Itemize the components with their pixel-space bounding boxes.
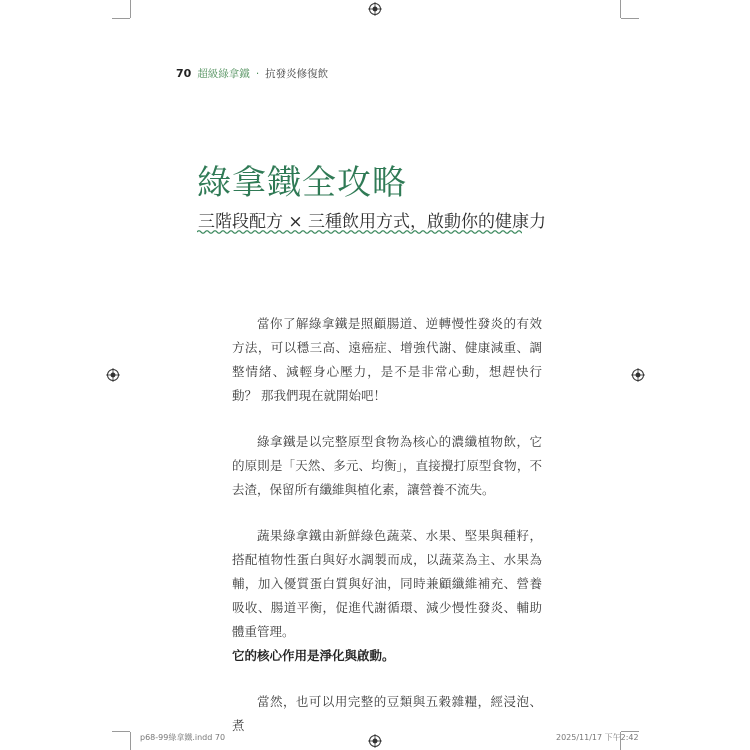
paragraph-text: 蔬果綠拿鐵由新鮮綠色蔬菜、水果、堅果與種籽，搭配植物性蛋白與好水調製而成，以蔬菜為主、水果為輔，加入優質蛋白質與好油，同時兼顧纖維補充、營養吸收、腸道平衡，促進代謝循環、減少慢性發炎、輔助體重管理。 [232, 528, 542, 639]
running-header [176, 66, 328, 81]
crop-mark [621, 18, 639, 19]
header-separator: · [255, 68, 260, 80]
date-slug: 2025/11/17 下午2:42 [556, 733, 639, 742]
crop-mark [112, 731, 130, 732]
paragraph: 當然，也可以用完整的豆類與五穀雜糧，經浸泡、煮 [232, 694, 542, 733]
file-slug: p68-99綠拿鐵.indd 70 [140, 733, 226, 742]
wavy-underline [197, 228, 522, 236]
crop-mark [112, 18, 130, 19]
paragraph: 當你了解綠拿鐵是照顧腸道、逆轉慢性發炎的有效方法，可以穩三高、遠癌症、增強代謝、健康減重、調整情緒、減輕身心壓力，是不是非常心動，想趕快行動？ 那我們現在就開始吧！ [232, 316, 542, 403]
paragraph [232, 524, 542, 668]
book-title: 超級綠拿鐵 [197, 68, 250, 80]
registration-mark-icon [368, 2, 382, 16]
section-subtitle: 三階段配方 × 三種飲用方式，啟動你的健康力 [198, 212, 547, 232]
paragraph [232, 430, 542, 502]
registration-mark-icon [106, 368, 120, 382]
section-title: 綠拿鐵全攻略 [197, 163, 407, 203]
body-text [232, 312, 542, 738]
crop-mark [130, 732, 131, 750]
crop-mark [130, 0, 131, 18]
emphasis-text: 它的核心作用是淨化與啟動。 [232, 648, 395, 663]
crop-mark [620, 0, 621, 18]
paragraph-text: 綠拿鐵是以完整原型食物為核心的濃纖植物飲，它的原則是「天然、多元、均衡」，直接攪打原型食物，不去渣，保留所有纖維與植化素，讓營養不流失。 [232, 434, 542, 497]
chapter-title: 抗發炎修復飲 [265, 68, 329, 80]
page-number: 70 [176, 67, 192, 80]
registration-mark-icon [631, 368, 645, 382]
